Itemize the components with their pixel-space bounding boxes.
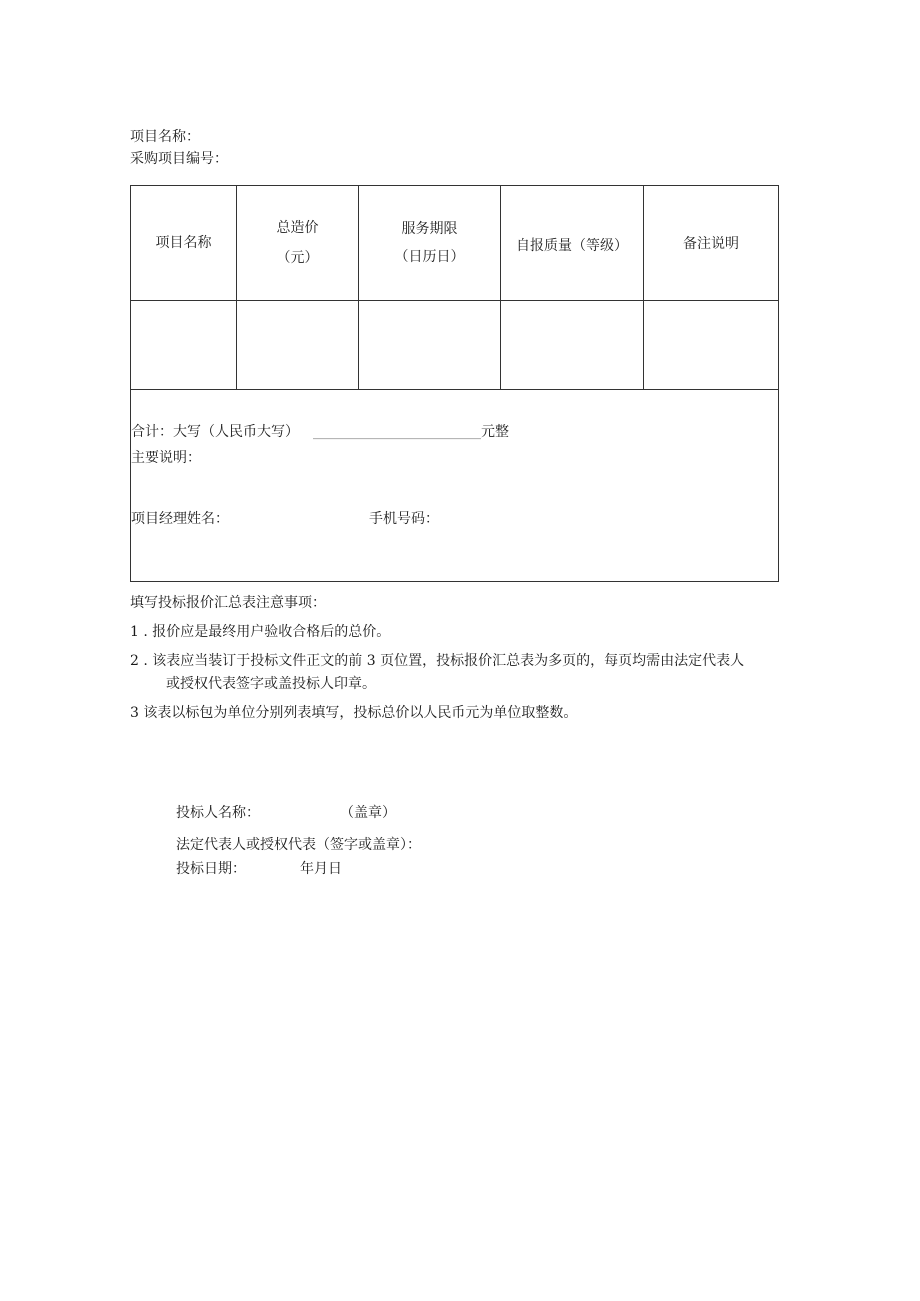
column-header-quality-grade: 自报质量（等级） — [516, 238, 628, 254]
table-border-right — [778, 185, 779, 582]
cell-service-period-input[interactable] — [359, 301, 500, 389]
note-item-3: 3 该表以标包为单位分别列表填写，投标总价以人民币元为单位取整数。 — [130, 705, 578, 721]
main-notes-label: 主要说明： — [131, 450, 201, 466]
total-amount-blank[interactable]: ________________________ — [313, 424, 481, 440]
column-header-service-period: 服务期限 — [401, 221, 458, 237]
cell-quality-grade-input[interactable] — [501, 301, 643, 389]
note-item-2-continued: 或授权代表签字或盖投标人印章。 — [166, 676, 376, 692]
seal-label: （盖章） — [340, 805, 396, 821]
column-header-remarks: 备注说明 — [683, 236, 739, 252]
column-header-total-price: 总造价 — [276, 220, 319, 236]
total-amount-suffix: 元整 — [481, 424, 509, 440]
note-item-2: 2 . 该表应当装订于投标文件正文的前 3 页位置，投标报价汇总表为多页的，每页均需由法定代表人 — [130, 653, 745, 669]
cell-total-price-input[interactable] — [237, 301, 358, 389]
manager-name-label: 项目经理姓名： — [131, 511, 229, 527]
bid-date-suffix: 年月日 — [300, 861, 342, 877]
column-header-service-period-unit: （日历日） — [394, 249, 465, 265]
table-border-bottom — [130, 581, 779, 582]
total-amount-label: 合计：大写（人民币大写） — [131, 424, 299, 440]
representative-label: 法定代表人或授权代表（签字或盖章）： — [176, 837, 421, 853]
note-item-1: 1 . 报价应是最终用户验收合格后的总价。 — [130, 624, 391, 640]
table-border-top — [130, 185, 779, 186]
phone-label: 手机号码： — [369, 511, 439, 527]
cell-remarks-input[interactable] — [644, 301, 778, 389]
total-amount-row — [131, 421, 509, 441]
project-name-label: 项目名称： — [130, 129, 200, 145]
bid-date-label: 投标日期： — [176, 861, 246, 877]
column-header-project-name: 项目名称 — [155, 235, 212, 251]
column-header-total-price-unit: （元） — [276, 250, 319, 266]
notes-title: 填写投标报价汇总表注意事项： — [130, 595, 326, 611]
cell-project-name-input[interactable] — [131, 301, 236, 389]
table-divider-row — [130, 389, 779, 390]
procurement-number-label: 采购项目编号： — [130, 151, 228, 167]
bidder-name-label: 投标人名称： — [176, 805, 260, 821]
